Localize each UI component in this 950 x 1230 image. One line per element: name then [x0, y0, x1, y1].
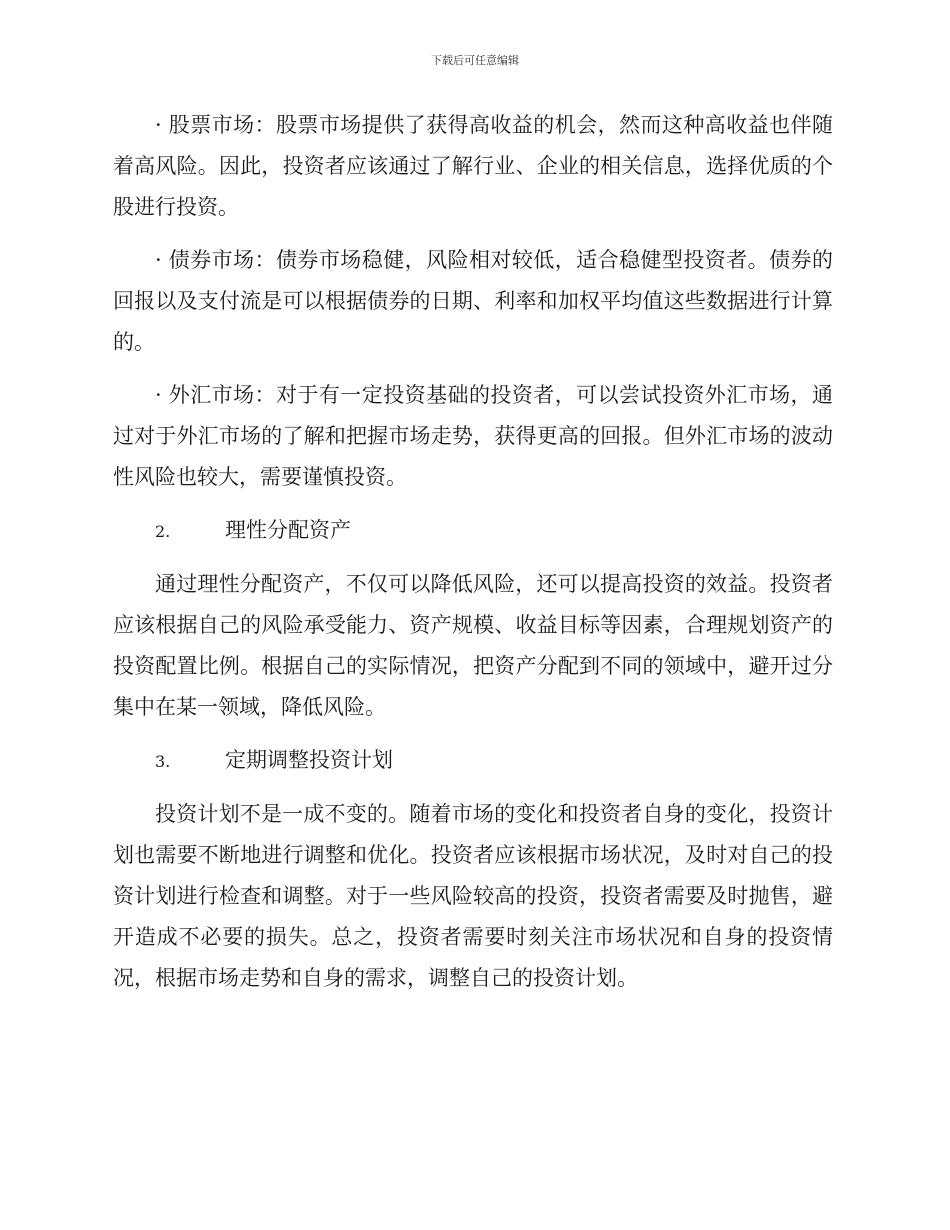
paragraph-adjust-plan: 投资计划不是一成不变的。随着市场的变化和投资者自身的变化，投资计划也需要不断地进行调整和优化。投资者应该根据市场状况，及时对自己的投资计划进行检查和调整。对于一些风险较高的投资，投资者需要及时抛售，避开造成不必要的损失。总之，投资者需要时刻关注市场状况和自身的投资情况，根据市场走势和自身的需求，调整自己的投资计划。 — [113, 802, 833, 990]
section-number: 3. — [155, 752, 171, 771]
section-number: 2. — [155, 522, 171, 541]
section-title: 定期调整投资计划 — [225, 748, 393, 772]
document-body — [113, 105, 833, 1011]
section-heading-2 — [113, 510, 833, 552]
paragraph-stock-market: · 股票市场：股票市场提供了获得高收益的机会，然而这种高收益也伴随着高风险。因此，投资者应该通过了解行业、企业的相关信息，选择优质的个股进行投资。 — [113, 113, 833, 219]
section-title: 理性分配资产 — [225, 518, 351, 542]
section-heading-3 — [113, 740, 833, 782]
page-header-note: 下载后可任意编辑 — [431, 54, 519, 67]
paragraph-asset-allocation: 通过理性分配资产，不仅可以降低风险，还可以提高投资的效益。投资者应该根据自己的风险承受能力、资产规模、收益目标等因素，合理规划资产的投资配置比例。根据自己的实际情况，把资产分配到不同的领域中，避开过分集中在某一领域，降低风险。 — [113, 572, 833, 719]
paragraph-forex-market: · 外汇市场：对于有一定投资基础的投资者，可以尝试投资外汇市场，通过对于外汇市场的了解和把握市场走势，获得更高的回报。但外汇市场的波动性风险也较大，需要谨慎投资。 — [113, 383, 833, 489]
paragraph-bond-market: · 债券市场：债券市场稳健，风险相对较低，适合稳健型投资者。债券的回报以及支付流是可以根据债券的日期、利率和加权平均值这些数据进行计算的。 — [113, 248, 833, 354]
